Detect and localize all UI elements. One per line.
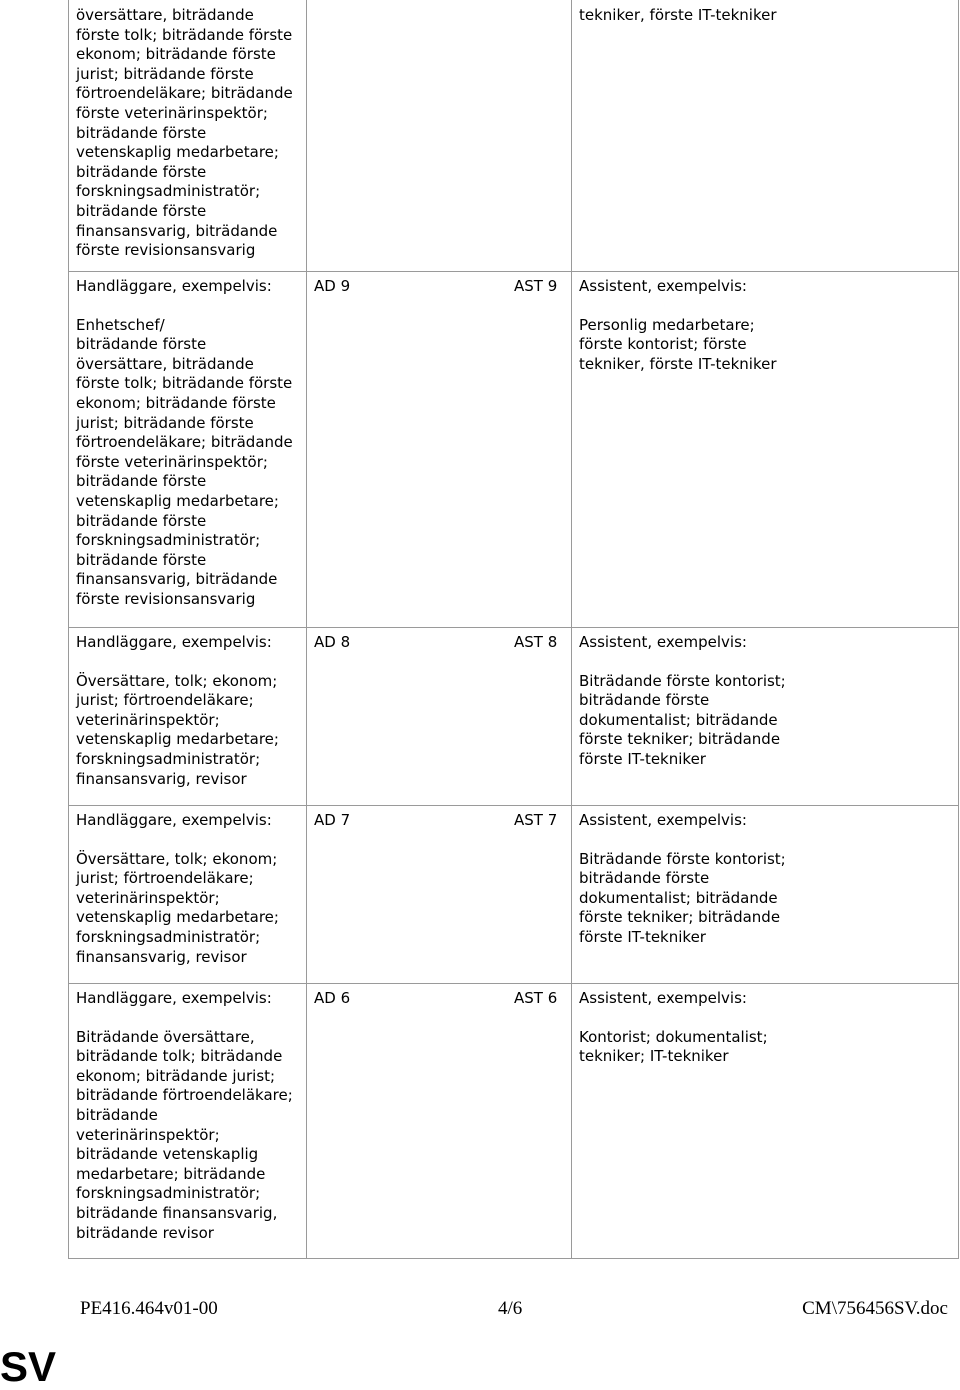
ast-grade: AST 9: [514, 276, 558, 295]
assistant-heading: Assistent, exempelvis:: [579, 632, 747, 651]
ast-grade-cell: [507, 983, 572, 1258]
ad-grade-cell: [307, 805, 507, 983]
role-cell: [69, 627, 307, 805]
assistant-examples: tekniker, förste IT-tekniker: [579, 6, 777, 24]
role-heading: Handläggare, exempelvis:: [76, 632, 272, 651]
assistant-examples: Kontorist; dokumentalist; tekniker; IT-tekniker: [579, 1027, 768, 1066]
assistant-examples: Biträdande förste kontorist; biträdande förste dokumentalist; biträdande förste tekniker; biträdande förste IT-tekniker: [579, 671, 786, 769]
assistant-cell: [572, 983, 959, 1258]
ast-grade: AST 8: [514, 632, 558, 651]
assistant-examples: Biträdande förste kontorist; biträdande förste dokumentalist; biträdande förste tekniker; biträdande förste IT-tekniker: [579, 849, 786, 947]
role-heading: Handläggare, exempelvis:: [76, 276, 272, 295]
ast-grade-cell: [507, 0, 572, 271]
page-number: 4/6: [498, 1298, 523, 1319]
assistant-examples: Personlig medarbetare; förste kontorist; förste tekniker, förste IT-tekniker: [579, 315, 777, 373]
role-examples: översättare, biträdande förste tolk; biträdande förste ekonom; biträdande förste jurist; biträdande förste förtroendeläkare; biträdande förste veterinärinspektör; biträdande förste vetenskaplig medarbetare; biträdande förste forskningsadministratör; biträdande förste finansansvarig, biträdande förste revisionsansvarig: [76, 6, 293, 260]
language-marker: SV: [0, 1343, 57, 1390]
ad-grade: AD 8: [314, 632, 351, 651]
table-row: [69, 983, 959, 1258]
table-row: [69, 627, 959, 805]
role-examples: Översättare, tolk; ekonom; jurist; förtroendeläkare; veterinärinspektör; vetenskaplig medarbetare; forskningsadministratör; finansansvarig, revisor: [76, 671, 279, 788]
role-examples: Översättare, tolk; ekonom; jurist; förtroendeläkare; veterinärinspektör; vetenskaplig medarbetare; forskningsadministratör; finansansvarig, revisor: [76, 849, 279, 966]
role-cell: [69, 983, 307, 1258]
role-cell: [69, 271, 307, 627]
ad-grade-cell: [307, 271, 507, 627]
assistant-heading: Assistent, exempelvis:: [579, 810, 747, 829]
ast-grade: AST 7: [514, 810, 558, 829]
table-row: [69, 805, 959, 983]
ast-grade-cell: [507, 805, 572, 983]
role-heading: Handläggare, exempelvis:: [76, 810, 272, 829]
assistant-cell: [572, 627, 959, 805]
ad-grade-cell: [307, 983, 507, 1258]
assistant-cell: [572, 271, 959, 627]
assistant-heading: Assistent, exempelvis:: [579, 988, 747, 1007]
page-footer: [80, 1298, 948, 1324]
ad-grade: AD 6: [314, 988, 351, 1007]
role-heading: Handläggare, exempelvis:: [76, 988, 272, 1007]
role-cell: [69, 0, 307, 271]
ast-grade-cell: [507, 271, 572, 627]
role-cell: [69, 805, 307, 983]
table-row: [69, 0, 959, 271]
ad-grade: AD 7: [314, 810, 351, 829]
ad-grade-cell: [307, 0, 507, 271]
document-reference: PE416.464v01-00: [80, 1298, 218, 1319]
assistant-heading: Assistent, exempelvis:: [579, 276, 747, 295]
role-examples: Enhetschef/ biträdande förste översättare, biträdande förste tolk; biträdande förste ekonom; biträdande förste jurist; biträdande förste förtroendeläkare; biträdande förste veterinärinspektör; biträdande förste vetenskaplig medarbetare; biträdande förste forskningsadministratör; biträdande förste finansansvarig, biträdande förste revisionsansvarig: [76, 315, 293, 608]
assistant-cell: [572, 0, 959, 271]
ast-grade-cell: [507, 627, 572, 805]
ast-grade: AST 6: [514, 988, 558, 1007]
file-reference: CM\756456SV.doc: [802, 1298, 948, 1319]
grade-table: [68, 0, 959, 1259]
ad-grade-cell: [307, 627, 507, 805]
table-row: [69, 271, 959, 627]
ad-grade: AD 9: [314, 276, 351, 295]
role-examples: Biträdande översättare, biträdande tolk; biträdande ekonom; biträdande jurist; biträdande förtroendeläkare; biträdande veterinärinspektör; biträdande vetenskaplig medarbetare; biträdande forskningsadministratör; biträdande finansansvarig, biträdande revisor: [76, 1027, 293, 1242]
assistant-cell: [572, 805, 959, 983]
